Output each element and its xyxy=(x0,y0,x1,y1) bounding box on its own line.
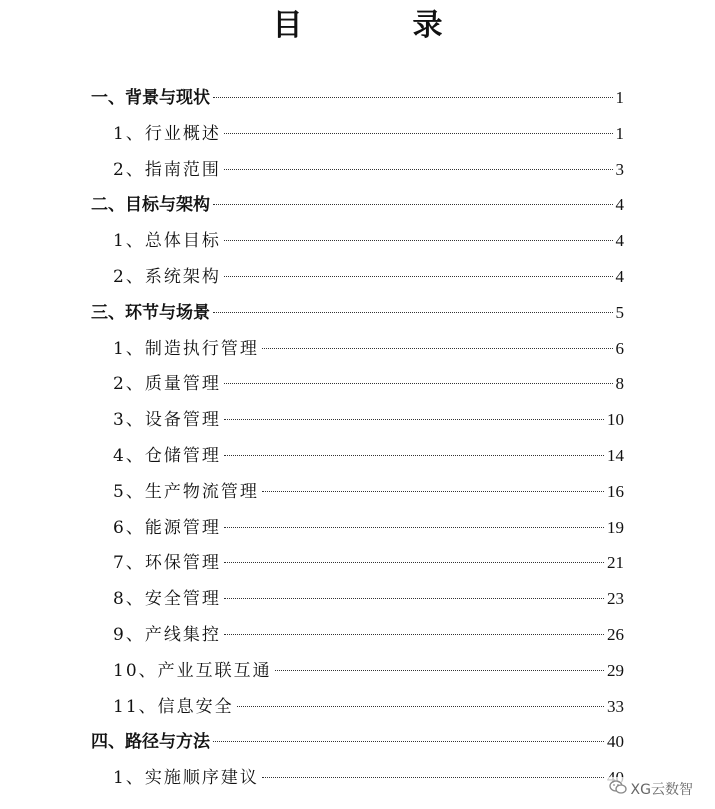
toc-subsection[interactable] xyxy=(113,692,624,722)
toc-subsection[interactable] xyxy=(113,513,624,543)
toc-subsection[interactable] xyxy=(113,119,624,149)
toc-entry-label: 11、信息安全 xyxy=(113,696,234,717)
toc-page-number: 33 xyxy=(607,696,624,716)
toc-entry-label: 10、产业互联互通 xyxy=(113,660,272,681)
toc-entry-label: 8、安全管理 xyxy=(113,589,221,610)
toc-entry-label: 2、质量管理 xyxy=(113,374,221,395)
toc-page-number: 1 xyxy=(615,88,624,107)
toc-entry-label: 三、环节与场景 xyxy=(91,302,210,323)
toc-page-number: 19 xyxy=(607,517,624,537)
dot-leader xyxy=(237,706,604,707)
dot-leader xyxy=(213,97,613,98)
dot-leader xyxy=(224,419,604,420)
toc-page-number: 4 xyxy=(615,267,624,286)
wechat-icon xyxy=(609,779,627,799)
toc-subsection[interactable] xyxy=(113,584,624,614)
toc-page-number: 23 xyxy=(607,589,624,609)
page-title: 目 录 xyxy=(272,8,483,43)
toc-page-number: 1 xyxy=(615,123,624,143)
toc-entry-label: 1、总体目标 xyxy=(113,231,221,252)
toc-entry-label: 二、目标与架构 xyxy=(91,195,210,216)
toc-entry-label: 1、实施顺序建议 xyxy=(113,768,259,789)
dot-leader xyxy=(224,455,604,456)
toc-subsection[interactable] xyxy=(113,441,624,471)
dot-leader xyxy=(224,527,604,528)
toc-subsection[interactable] xyxy=(113,226,624,256)
dot-leader xyxy=(224,240,613,241)
toc-page-number: 10 xyxy=(607,410,624,430)
toc-subsection[interactable] xyxy=(113,477,624,507)
toc-page-number: 14 xyxy=(607,446,624,465)
toc-page-number: 40 xyxy=(607,732,624,752)
toc-section[interactable] xyxy=(91,298,624,328)
dot-leader xyxy=(262,777,604,778)
toc-section[interactable] xyxy=(91,190,624,220)
toc-subsection[interactable] xyxy=(113,155,624,185)
watermark xyxy=(605,777,697,801)
toc-page-number: 16 xyxy=(607,481,624,501)
toc-entry-label: 四、路径与方法 xyxy=(91,732,210,753)
toc-page-number: 26 xyxy=(607,625,624,644)
dot-leader xyxy=(224,383,613,384)
toc-page-number: 4 xyxy=(615,195,624,215)
dot-leader xyxy=(213,204,613,205)
toc-page-number: 21 xyxy=(607,553,624,573)
dot-leader xyxy=(213,312,613,313)
watermark-text: XG云数智 xyxy=(630,782,693,798)
toc-entry-label: 3、设备管理 xyxy=(113,410,221,431)
dot-leader xyxy=(224,562,604,563)
dot-leader xyxy=(224,634,604,635)
toc-entry-label: 一、背景与现状 xyxy=(91,88,210,108)
toc-entry-label: 7、环保管理 xyxy=(113,553,221,574)
dot-leader xyxy=(224,276,613,277)
toc-section[interactable] xyxy=(91,727,624,757)
toc-page-number: 3 xyxy=(615,159,624,179)
toc-entry-label: 9、产线集控 xyxy=(113,625,221,645)
toc-entry-label: 2、指南范围 xyxy=(113,159,221,180)
toc-page-number: 4 xyxy=(615,231,624,251)
toc-subsection[interactable] xyxy=(113,656,624,686)
toc-section[interactable] xyxy=(91,83,624,113)
dot-leader xyxy=(262,491,604,492)
toc-page-number: 6 xyxy=(615,338,624,358)
dot-leader xyxy=(262,348,613,349)
toc-subsection[interactable] xyxy=(113,405,624,435)
toc-subsection[interactable] xyxy=(113,548,624,578)
toc-entry-label: 2、系统架构 xyxy=(113,267,221,287)
toc-entry-label: 1、制造执行管理 xyxy=(113,338,259,359)
toc-page-number: 29 xyxy=(607,660,624,680)
toc-entry-label: 6、能源管理 xyxy=(113,517,221,538)
dot-leader xyxy=(224,169,613,170)
dot-leader xyxy=(213,741,604,742)
dot-leader xyxy=(275,670,604,671)
toc-subsection[interactable] xyxy=(113,334,624,364)
dot-leader xyxy=(224,133,613,134)
dot-leader xyxy=(224,598,604,599)
toc-entry-label: 5、生产物流管理 xyxy=(113,481,259,502)
toc-page-number: 8 xyxy=(615,374,624,394)
toc-subsection[interactable] xyxy=(113,620,624,650)
toc-subsection[interactable] xyxy=(113,763,624,793)
toc-subsection[interactable] xyxy=(113,262,624,292)
toc-subsection[interactable] xyxy=(113,369,624,399)
toc-page-number: 5 xyxy=(615,302,624,322)
toc-entry-label: 1、行业概述 xyxy=(113,123,221,144)
toc-entry-label: 4、仓储管理 xyxy=(113,446,221,466)
